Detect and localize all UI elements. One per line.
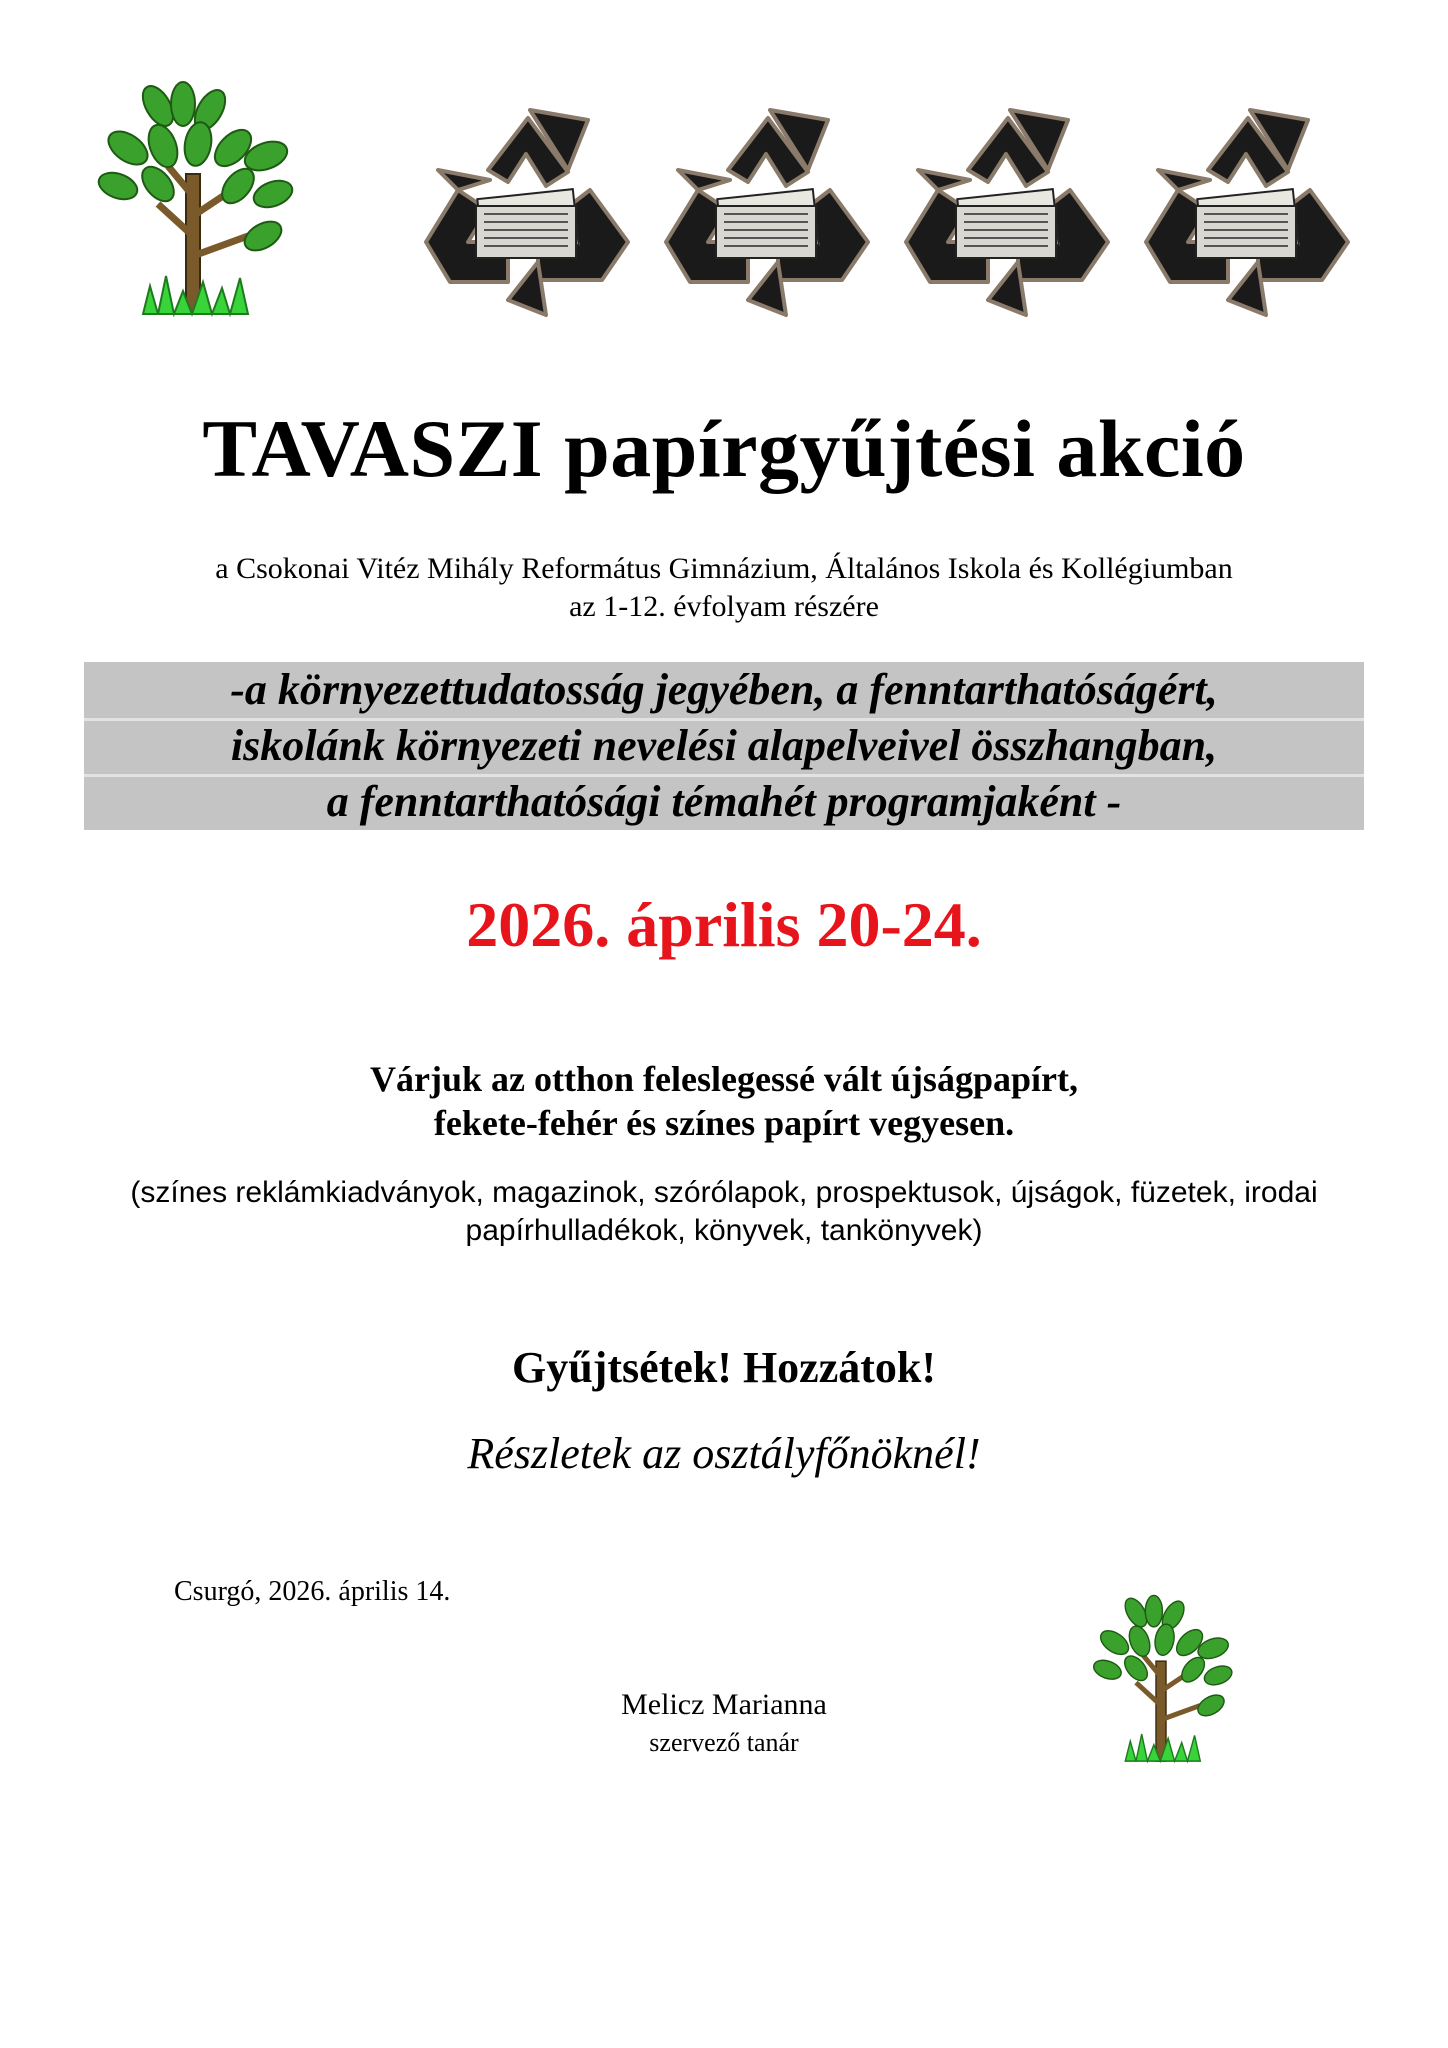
accepted-items-line: (színes reklámkiadványok, magazinok, szórólapok, prospektusok, újságok, füzetek, irodai xyxy=(130,1176,1318,1209)
motto-line: a fenntarthatósági témahét programjaként - xyxy=(326,777,1122,826)
recycle-paper-icon xyxy=(898,110,1118,325)
motto-line: iskolánk környezeti nevelési alapelveivel összhangban, xyxy=(230,721,1218,770)
recycle-paper-icon xyxy=(1138,110,1358,325)
collection-request-line: fekete-fehér és színes papírt vegyesen. xyxy=(433,1103,1015,1143)
page-title: TAVASZI papírgyűjtési akció xyxy=(202,403,1246,494)
collection-request-line: Várjuk az otthon feleslegessé vált újságpapírt, xyxy=(370,1059,1078,1099)
place-and-date: Csurgó, 2026. április 14. xyxy=(174,1576,451,1607)
tree-icon xyxy=(88,86,298,326)
organizer-role: szervező tanár xyxy=(649,1728,799,1757)
tree-icon xyxy=(1086,1598,1236,1770)
organizer-name: Melicz Marianna xyxy=(621,1688,827,1721)
school-name-line: a Csokonai Vitéz Mihály Református Gimnázium, Általános Iskola és Kollégiumban xyxy=(215,552,1233,585)
recycle-paper-icon xyxy=(658,110,878,325)
call-to-action: Gyűjtsétek! Hozzátok! xyxy=(511,1343,936,1392)
recycle-paper-icon xyxy=(418,110,638,325)
accepted-items-line: papírhulladékok, könyvek, tankönyvek) xyxy=(465,1214,983,1247)
grade-range-line: az 1-12. évfolyam részére xyxy=(569,590,879,623)
details-note: Részletek az osztályfőnöknél! xyxy=(467,1429,981,1478)
motto-line: -a környezettudatosság jegyében, a fenntarthatóságért, xyxy=(230,665,1218,714)
motto-banner xyxy=(84,662,1364,830)
event-date: 2026. április 20-24. xyxy=(466,889,982,960)
